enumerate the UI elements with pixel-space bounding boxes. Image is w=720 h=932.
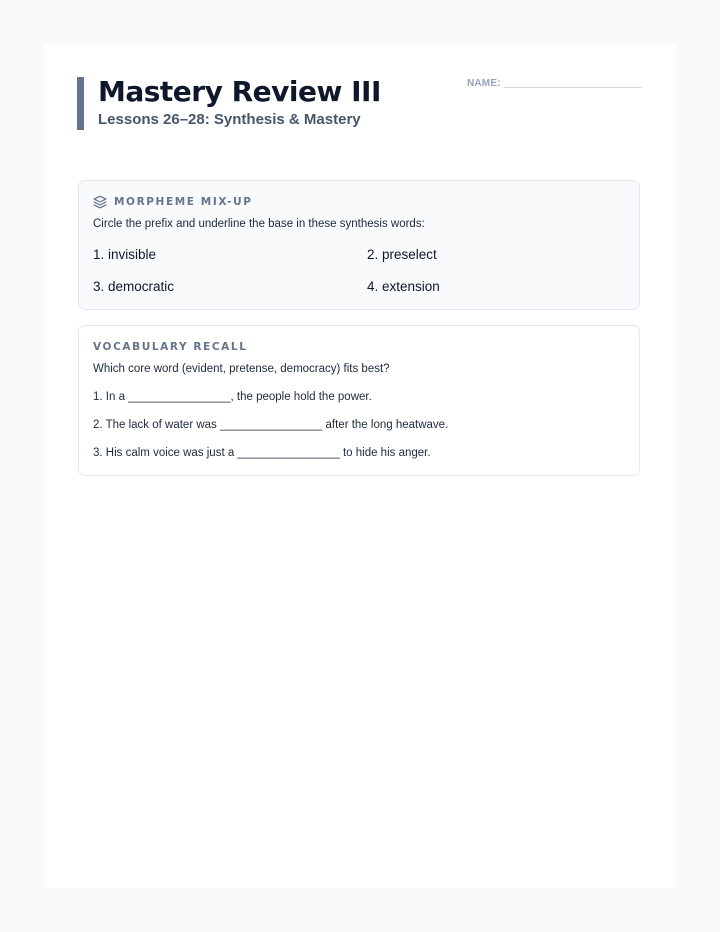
vocabulary-card-title: VOCABULARY RECALL xyxy=(93,341,248,353)
fill-in-sentence: 3. His calm voice was just a ________________ to hide his anger. xyxy=(93,447,431,459)
header-accent-bar xyxy=(77,77,84,130)
fill-in-sentence: 1. In a ________________, the people hold the power. xyxy=(93,391,372,403)
worksheet-header xyxy=(77,77,642,131)
word-item: 3. democratic xyxy=(93,279,175,294)
page-title: Mastery Review III xyxy=(98,75,381,108)
word-item: 1. invisible xyxy=(93,247,157,262)
morpheme-instructions: Circle the prefix and underline the base in these synthesis words: xyxy=(93,218,425,230)
fill-in-sentence: 2. The lack of water was ________________ after the long heatwave. xyxy=(93,419,449,431)
vocabulary-card-header xyxy=(93,341,248,353)
word-item: 4. extension xyxy=(367,279,440,294)
worksheet-page xyxy=(44,44,676,888)
name-field: NAME: ________________________ xyxy=(466,78,642,89)
morpheme-card-header xyxy=(93,195,253,209)
morpheme-mixup-card xyxy=(78,180,640,310)
vocabulary-recall-card xyxy=(78,325,640,476)
page-subtitle: Lessons 26–28: Synthesis & Mastery xyxy=(98,111,361,128)
morpheme-card-title: MORPHEME MIX-UP xyxy=(114,196,253,208)
layers-icon xyxy=(93,195,107,209)
word-item: 2. preselect xyxy=(367,247,437,262)
vocabulary-instructions: Which core word (evident, pretense, democracy) fits best? xyxy=(93,363,390,375)
